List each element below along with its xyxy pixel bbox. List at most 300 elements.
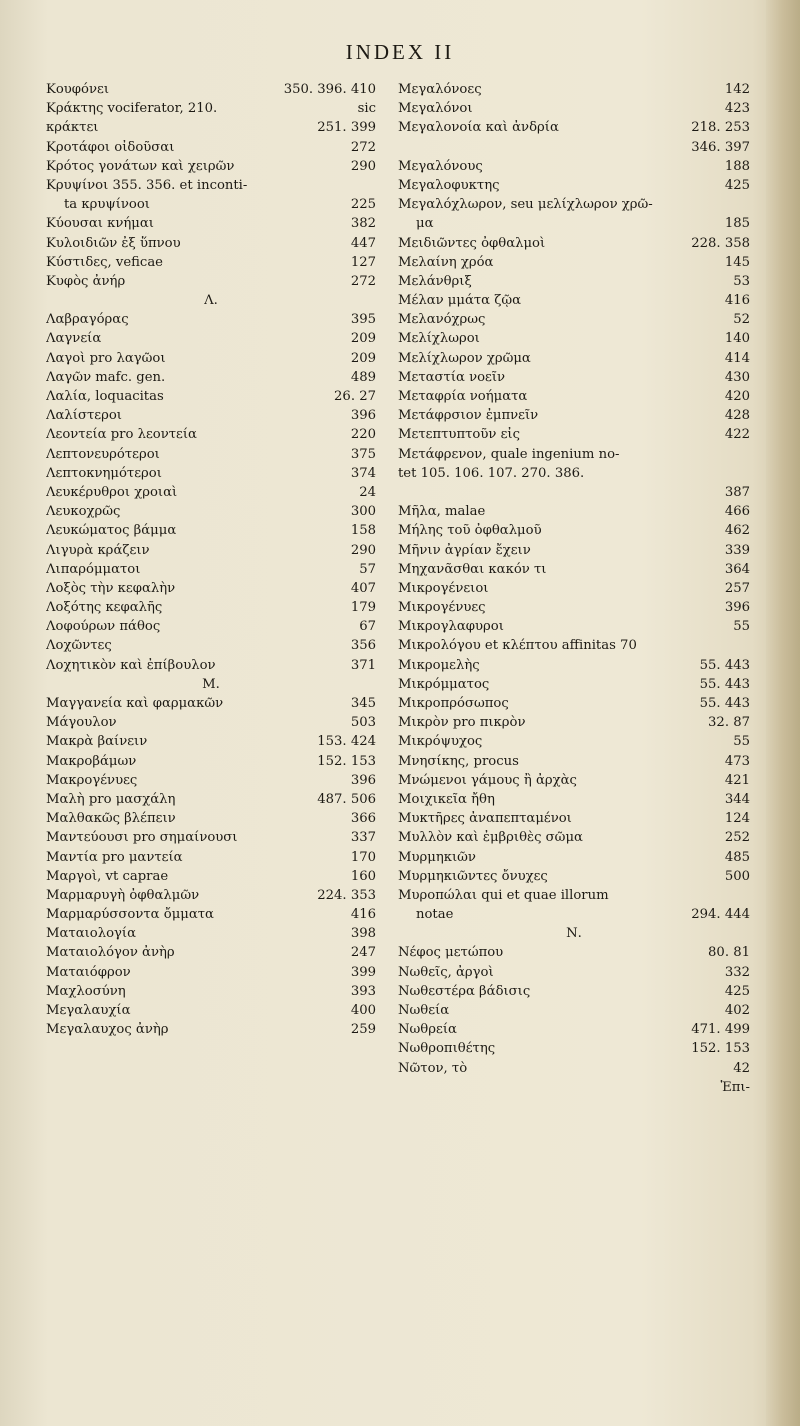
- index-entry: [398, 1059, 750, 1078]
- index-entry: [46, 502, 376, 521]
- section-letter: [46, 291, 376, 310]
- entry-term: Λαγῶν mafc. gen.: [46, 369, 166, 385]
- index-entry: [398, 848, 750, 867]
- entry-term: Κυφὸς ἀνήρ: [46, 273, 126, 289]
- section-letter: [398, 924, 750, 943]
- index-entry: [46, 636, 376, 655]
- entry-page-refs: 42: [733, 1060, 750, 1076]
- entry-page-refs: 127: [350, 254, 376, 270]
- index-entry: [398, 138, 750, 157]
- entry-page-refs: 423: [724, 101, 750, 117]
- entry-term: Μυλλὸν καὶ ἐμβριθὲς σῶμα: [398, 830, 583, 846]
- entry-page-refs: 259: [350, 1022, 376, 1038]
- entry-term: Κροτάφοι οἰδοῦσαι: [46, 139, 175, 155]
- entry-page-refs: 416: [724, 293, 750, 309]
- entry-page-refs: 339: [724, 542, 750, 558]
- entry-page-refs: 393: [350, 983, 376, 999]
- entry-page-refs: 430: [724, 369, 750, 385]
- index-entry: [398, 560, 750, 579]
- index-entry: [46, 579, 376, 598]
- index-entry: [46, 771, 376, 790]
- entry-page-refs: 152. 153: [691, 1041, 750, 1057]
- entry-page-refs: 425: [724, 983, 750, 999]
- index-entry: [398, 694, 750, 713]
- section-letter-label: Ν.: [566, 926, 582, 942]
- entry-page-refs: 140: [724, 331, 750, 347]
- entry-term: Νωθρεία: [398, 1022, 457, 1038]
- index-entry: [398, 272, 750, 291]
- index-entry: [46, 828, 376, 847]
- entry-page-refs: Ἐπι-: [720, 1079, 750, 1095]
- index-entry: [398, 253, 750, 272]
- index-entry: [46, 752, 376, 771]
- index-entry: [46, 713, 376, 732]
- entry-term: Μυκτῆρες ἀναπεπταμένοι: [398, 811, 572, 827]
- entry-term: Λεπτοκνημότεροι: [46, 465, 162, 481]
- entry-term: Μελάνθριξ: [398, 273, 472, 289]
- entry-page-refs: 152. 153: [317, 753, 376, 769]
- entry-term: Λιπαρόμματοι: [46, 561, 141, 577]
- entry-term: Κυλοιδιῶν ἐξ ὕπνου: [46, 235, 181, 251]
- entry-page-refs: 399: [350, 964, 376, 980]
- entry-page-refs: 473: [724, 753, 750, 769]
- index-entry: [46, 195, 376, 214]
- entry-term: Λοξὸς τὴν κεφαλὴν: [46, 580, 176, 596]
- entry-term: Κύστιδες, veficae: [46, 254, 163, 270]
- index-entry: [398, 329, 750, 348]
- entry-page-refs: 416: [350, 907, 376, 923]
- entry-page-refs: 345: [350, 696, 376, 711]
- entry-page-refs: 142: [724, 82, 750, 97]
- entry-term: Μαλθακῶς βλέπειν: [46, 811, 176, 827]
- index-entry: [46, 80, 376, 99]
- entry-term: notae: [416, 907, 454, 923]
- index-entry: [398, 636, 750, 655]
- entry-page-refs: 228. 358: [691, 235, 750, 251]
- index-entry: [46, 924, 376, 943]
- index-entry: [398, 310, 750, 329]
- entry-term: Ματαιολογία: [46, 926, 136, 942]
- entry-page-refs: 400: [350, 1003, 376, 1018]
- entry-page-refs: 398: [350, 926, 376, 942]
- entry-term: Νωθροπιθέτης: [398, 1041, 496, 1057]
- entry-page-refs: 421: [724, 772, 750, 788]
- entry-page-refs: 489: [350, 369, 376, 385]
- index-entry: [398, 406, 750, 425]
- entry-page-refs: 350. 396. 410: [283, 82, 376, 97]
- entry-page-refs: 300: [350, 504, 376, 520]
- entry-term: Μεγαλόχλωρον, seu μελίχλωρον χρῶ-: [398, 197, 653, 213]
- index-entry: [398, 521, 750, 540]
- entry-term: Λεοντεία pro λεοντεία: [46, 427, 197, 443]
- entry-page-refs: 52: [733, 312, 750, 328]
- entry-term: ta κρυψίνοοι: [64, 197, 150, 213]
- entry-term: Κράκτης vociferator, 210.: [46, 101, 218, 117]
- entry-term: Λαλία, loquacitas: [46, 389, 164, 404]
- index-entry: [46, 445, 376, 464]
- index-entry: [46, 560, 376, 579]
- section-letter-label: Λ.: [204, 293, 218, 309]
- index-entry: [46, 176, 376, 195]
- right-index-column: [398, 80, 750, 1097]
- entry-term: Μαντεύουσι pro σημαίνουσι: [46, 830, 238, 846]
- entry-page-refs: 364: [724, 561, 750, 577]
- index-entry: [46, 905, 376, 924]
- index-entry: [398, 943, 750, 962]
- index-entry: [398, 99, 750, 118]
- entry-page-refs: 220: [350, 427, 376, 443]
- entry-term: Μετάφρενον, quale ingenium no-: [398, 446, 620, 462]
- entry-term: Μελίχλωρον χρῶμα: [398, 350, 531, 366]
- entry-page-refs: 396: [350, 772, 376, 788]
- index-entry: [46, 310, 376, 329]
- entry-page-refs: 344: [724, 791, 750, 807]
- entry-term: Λαγοὶ pro λαγῶοι: [46, 350, 166, 366]
- entry-page-refs: 153. 424: [317, 734, 376, 750]
- entry-page-refs: 145: [724, 254, 750, 270]
- index-entry: [398, 1039, 750, 1058]
- entry-page-refs: 158: [350, 523, 376, 539]
- entry-term: Μεγαλόνους: [398, 158, 483, 174]
- entry-term: Λοχητικὸν καὶ ἐπίβουλον: [46, 657, 216, 673]
- index-entry: [398, 809, 750, 828]
- entry-page-refs: 55: [733, 734, 750, 750]
- index-entry: [398, 425, 750, 444]
- index-entry: [398, 483, 750, 502]
- index-entry: [46, 464, 376, 483]
- entry-term: Μέλαν μμάτα ζῷα: [398, 293, 522, 309]
- entry-term: Μῆνιν ἀγρίαν ἔχειν: [398, 542, 531, 558]
- index-entry: [398, 886, 750, 905]
- entry-term: Λοξότης κεφαλῆς: [46, 600, 163, 616]
- page-edge: [766, 0, 800, 1426]
- index-entry: [46, 867, 376, 886]
- entry-term: Μυρμηκιῶντες ὄνυχες: [398, 868, 548, 884]
- entry-term: Μεταστία νοεῖν: [398, 369, 506, 385]
- entry-page-refs: 290: [350, 158, 376, 174]
- entry-page-refs: 290: [350, 542, 376, 558]
- entry-page-refs: 332: [724, 964, 750, 980]
- index-entry: [46, 943, 376, 962]
- entry-page-refs: 24: [359, 484, 376, 500]
- entry-page-refs: 55. 443: [699, 657, 750, 673]
- entry-page-refs: 414: [724, 350, 750, 366]
- entry-page-refs: 209: [350, 350, 376, 366]
- index-entry: [46, 234, 376, 253]
- entry-term: Μήλης τοῦ ὀφθαλμοῦ: [398, 523, 542, 539]
- entry-page-refs: 80. 81: [708, 945, 750, 961]
- entry-term: Μαρμαρυγὴ ὀφθαλμῶν: [46, 887, 200, 903]
- entry-page-refs: 337: [350, 830, 376, 846]
- entry-page-refs: 366: [350, 811, 376, 827]
- entry-page-refs: 500: [724, 868, 750, 884]
- entry-term: Μετάφρσιον ἐμπνεῖν: [398, 408, 539, 424]
- entry-term: μα: [416, 216, 434, 232]
- entry-page-refs: 294. 444: [691, 907, 750, 923]
- page-header: INDEX II: [345, 40, 455, 64]
- index-entry: [398, 617, 750, 636]
- entry-term: Μικρογένειοι: [398, 580, 489, 596]
- index-entry: [398, 445, 750, 464]
- index-entry: [46, 982, 376, 1001]
- entry-page-refs: 55. 443: [699, 676, 750, 692]
- entry-page-refs: 387: [724, 484, 750, 500]
- entry-page-refs: 382: [350, 216, 376, 232]
- entry-term: Μειδιῶντες ὀφθαλμοὶ: [398, 235, 546, 251]
- index-entry: [46, 406, 376, 425]
- entry-page-refs: 487. 506: [317, 791, 376, 807]
- index-entry: [46, 99, 376, 118]
- index-entry: [398, 675, 750, 694]
- entry-term: Μετεπτυπτοῦν εἰς: [398, 427, 520, 443]
- index-entry: [398, 195, 750, 214]
- entry-page-refs: 224. 353: [317, 887, 376, 903]
- entry-term: Μελαίνη χρόα: [398, 254, 494, 270]
- index-entry: [398, 1001, 750, 1020]
- entry-page-refs: 26. 27: [334, 389, 376, 404]
- entry-page-refs: 422: [724, 427, 750, 443]
- entry-term: Λαγνεία: [46, 331, 102, 347]
- entry-term: Λιγυρὰ κράζειν: [46, 542, 150, 558]
- entry-page-refs: 124: [724, 811, 750, 827]
- index-entry: [398, 982, 750, 1001]
- entry-term: Νωθεία: [398, 1003, 450, 1018]
- entry-page-refs: 395: [350, 312, 376, 328]
- entry-page-refs: 32. 87: [708, 715, 750, 731]
- entry-page-refs: 375: [350, 446, 376, 462]
- entry-term: κράκτει: [46, 120, 99, 136]
- entry-page-refs: sic: [357, 101, 376, 117]
- index-entry: [46, 425, 376, 444]
- entry-term: Μεταφρία νοήματα: [398, 389, 528, 404]
- index-entry: [46, 368, 376, 387]
- entry-page-refs: 462: [724, 523, 750, 539]
- index-entry: [46, 118, 376, 137]
- entry-term: Κουφόνει: [46, 82, 110, 97]
- entry-term: Μαργοὶ, vt caprae: [46, 868, 169, 884]
- entry-page-refs: 225: [350, 197, 376, 213]
- index-entry: [46, 1020, 376, 1039]
- index-entry: [398, 752, 750, 771]
- index-entry: [398, 656, 750, 675]
- entry-term: Μαντία pro μαντεία: [46, 849, 183, 865]
- entry-term: Μελίχλωροι: [398, 331, 480, 347]
- entry-page-refs: 55: [733, 619, 750, 635]
- entry-term: Λοφούρων πάθος: [46, 619, 161, 635]
- entry-term: Μικρομελὴς: [398, 657, 480, 673]
- entry-term: Μηχανᾶσθαι κακόν τι: [398, 561, 547, 577]
- index-entry: [398, 176, 750, 195]
- index-entry: [398, 214, 750, 233]
- entry-page-refs: 218. 253: [691, 120, 750, 136]
- entry-term: Λοχῶντες: [46, 638, 112, 654]
- entry-term: Μακρογένυες: [46, 772, 138, 788]
- entry-page-refs: 425: [724, 177, 750, 193]
- index-entry: [46, 694, 376, 713]
- entry-page-refs: 407: [350, 580, 376, 596]
- index-entry: [398, 867, 750, 886]
- entry-term: Μελανόχρως: [398, 312, 486, 328]
- index-entry: [46, 617, 376, 636]
- index-entry: [46, 157, 376, 176]
- entry-page-refs: 272: [350, 273, 376, 289]
- index-entry: [46, 809, 376, 828]
- index-entry: [46, 253, 376, 272]
- index-entry: [46, 598, 376, 617]
- entry-page-refs: 160: [350, 868, 376, 884]
- index-entry: [398, 368, 750, 387]
- index-entry: [46, 1001, 376, 1020]
- entry-term: Κρότος γονάτων καὶ χειρῶν: [46, 158, 235, 174]
- entry-page-refs: 346. 397: [691, 139, 750, 155]
- entry-page-refs: 447: [350, 235, 376, 251]
- index-entry: [46, 214, 376, 233]
- index-entry: [46, 963, 376, 982]
- index-entry: [398, 541, 750, 560]
- entry-page-refs: 67: [359, 619, 376, 635]
- index-entry: [398, 790, 750, 809]
- index-entry: [398, 387, 750, 406]
- index-entry: [398, 963, 750, 982]
- index-entry: [46, 656, 376, 675]
- index-entry: [46, 848, 376, 867]
- index-entry: [46, 272, 376, 291]
- entry-page-refs: 55. 443: [699, 696, 750, 711]
- index-entry: [398, 118, 750, 137]
- entry-page-refs: 471. 499: [691, 1022, 750, 1038]
- index-entry: [46, 790, 376, 809]
- entry-page-refs: 57: [359, 561, 376, 577]
- index-entry: [398, 905, 750, 924]
- entry-term: Μῆλα, malae: [398, 504, 486, 520]
- index-entry: [398, 828, 750, 847]
- entry-term: Μεγαλαυχία: [46, 1003, 131, 1018]
- entry-page-refs: 188: [724, 158, 750, 174]
- entry-term: Νῶτον, τὸ: [398, 1060, 468, 1076]
- entry-page-refs: 247: [350, 945, 376, 961]
- left-index-column: [46, 80, 376, 1039]
- entry-term: Μακροβάμων: [46, 753, 137, 769]
- entry-term: Μεγαλονοία καὶ ἀνδρία: [398, 120, 559, 136]
- index-entry: [46, 329, 376, 348]
- index-entry: [398, 1020, 750, 1039]
- entry-term: Κρυψίνοι 355. 356. et inconti-: [46, 177, 248, 193]
- entry-term: Μεγαλοφυκτης: [398, 177, 500, 193]
- index-entry: [398, 464, 750, 483]
- entry-page-refs: 356: [350, 638, 376, 654]
- entry-page-refs: 503: [350, 715, 376, 731]
- entry-page-refs: 428: [724, 408, 750, 424]
- entry-term: Μνώμενοι γάμους ἢ ἀρχὰς: [398, 772, 577, 788]
- entry-page-refs: 374: [350, 465, 376, 481]
- entry-term: Λευκέρυθροι χροιαὶ: [46, 484, 178, 500]
- index-entry: [46, 541, 376, 560]
- entry-term: Ματαιολόγον ἀνὴρ: [46, 945, 175, 961]
- entry-term: Μικρόψυχος: [398, 734, 483, 750]
- index-entry: [398, 732, 750, 751]
- index-entry: [398, 234, 750, 253]
- entry-page-refs: 371: [350, 657, 376, 673]
- entry-term: Μεγαλόνοες: [398, 82, 482, 97]
- index-entry: [398, 598, 750, 617]
- entry-term: Λευκοχρῶς: [46, 504, 121, 520]
- index-entry: [398, 579, 750, 598]
- entry-term: Μακρὰ βαίνειν: [46, 734, 148, 750]
- entry-page-refs: 257: [724, 580, 750, 596]
- entry-term: Μυροπώλαι qui et quae illorum: [398, 887, 609, 903]
- entry-term: Μαλὴ pro μασχάλη: [46, 791, 176, 807]
- entry-page-refs: 252: [724, 830, 750, 846]
- index-entry: [46, 349, 376, 368]
- index-entry: [46, 138, 376, 157]
- entry-term: Μεγαλαυχος ἀνὴρ: [46, 1022, 169, 1038]
- index-entry: [398, 80, 750, 99]
- entry-term: Μυρμηκιῶν: [398, 849, 476, 865]
- entry-page-refs: 53: [733, 273, 750, 289]
- index-entry: [398, 291, 750, 310]
- entry-term: Μικροπρόσωπος: [398, 696, 509, 711]
- index-entry: [46, 483, 376, 502]
- entry-term: Μικρὸν pro πικρὸν: [398, 715, 526, 731]
- entry-term: Μικρολόγου et κλέπτου affinitas 70: [398, 638, 637, 654]
- entry-term: Λαλίστεροι: [46, 408, 122, 424]
- entry-page-refs: 402: [724, 1003, 750, 1018]
- index-entry: [398, 1078, 750, 1097]
- entry-term: Λαβραγόρας: [46, 312, 129, 328]
- section-letter-label: Μ.: [202, 676, 220, 692]
- entry-page-refs: 209: [350, 331, 376, 347]
- entry-term: Μικρογλαφυροι: [398, 619, 504, 635]
- section-letter: [46, 675, 376, 694]
- index-entry: [46, 886, 376, 905]
- index-entry: [398, 349, 750, 368]
- entry-term: Λεπτονευρότεροι: [46, 446, 160, 462]
- entry-term: Μνησίκης, procus: [398, 753, 519, 769]
- entry-term: Ματαιόφρον: [46, 964, 131, 980]
- index-entry: [46, 732, 376, 751]
- entry-term: Λευκώματος βάμμα: [46, 523, 177, 539]
- entry-page-refs: 185: [724, 216, 750, 232]
- entry-term: Μάγουλον: [46, 715, 117, 731]
- entry-term: Νέφος μετώπου: [398, 945, 504, 961]
- entry-page-refs: 179: [350, 600, 376, 616]
- entry-term: tet 105. 106. 107. 270. 386.: [398, 465, 585, 481]
- index-entry: [46, 521, 376, 540]
- entry-term: Νωθεστέρα βάδισις: [398, 983, 531, 999]
- entry-page-refs: 420: [724, 389, 750, 404]
- entry-page-refs: 466: [724, 504, 750, 520]
- index-entry: [398, 713, 750, 732]
- entry-term: Μοιχικεῖα ἤθη: [398, 791, 495, 807]
- entry-term: Μικρογένυες: [398, 600, 486, 616]
- entry-term: Μεγαλόνοι: [398, 101, 473, 117]
- index-entry: [398, 502, 750, 521]
- entry-page-refs: 170: [350, 849, 376, 865]
- entry-term: Μαχλοσύνη: [46, 983, 126, 999]
- entry-term: Μαρμαρύσσοντα ὄμματα: [46, 907, 214, 923]
- entry-term: Νωθεῖς, ἀργοὶ: [398, 964, 494, 980]
- entry-term: Κύουσαι κνήμαι: [46, 216, 154, 232]
- index-entry: [398, 157, 750, 176]
- entry-page-refs: 485: [724, 849, 750, 865]
- index-entry: [398, 771, 750, 790]
- index-entry: [46, 387, 376, 406]
- entry-page-refs: 251. 399: [317, 120, 376, 136]
- entry-page-refs: 396: [724, 600, 750, 616]
- entry-page-refs: 396: [350, 408, 376, 424]
- entry-page-refs: 272: [350, 139, 376, 155]
- entry-term: Μικρόμματος: [398, 676, 490, 692]
